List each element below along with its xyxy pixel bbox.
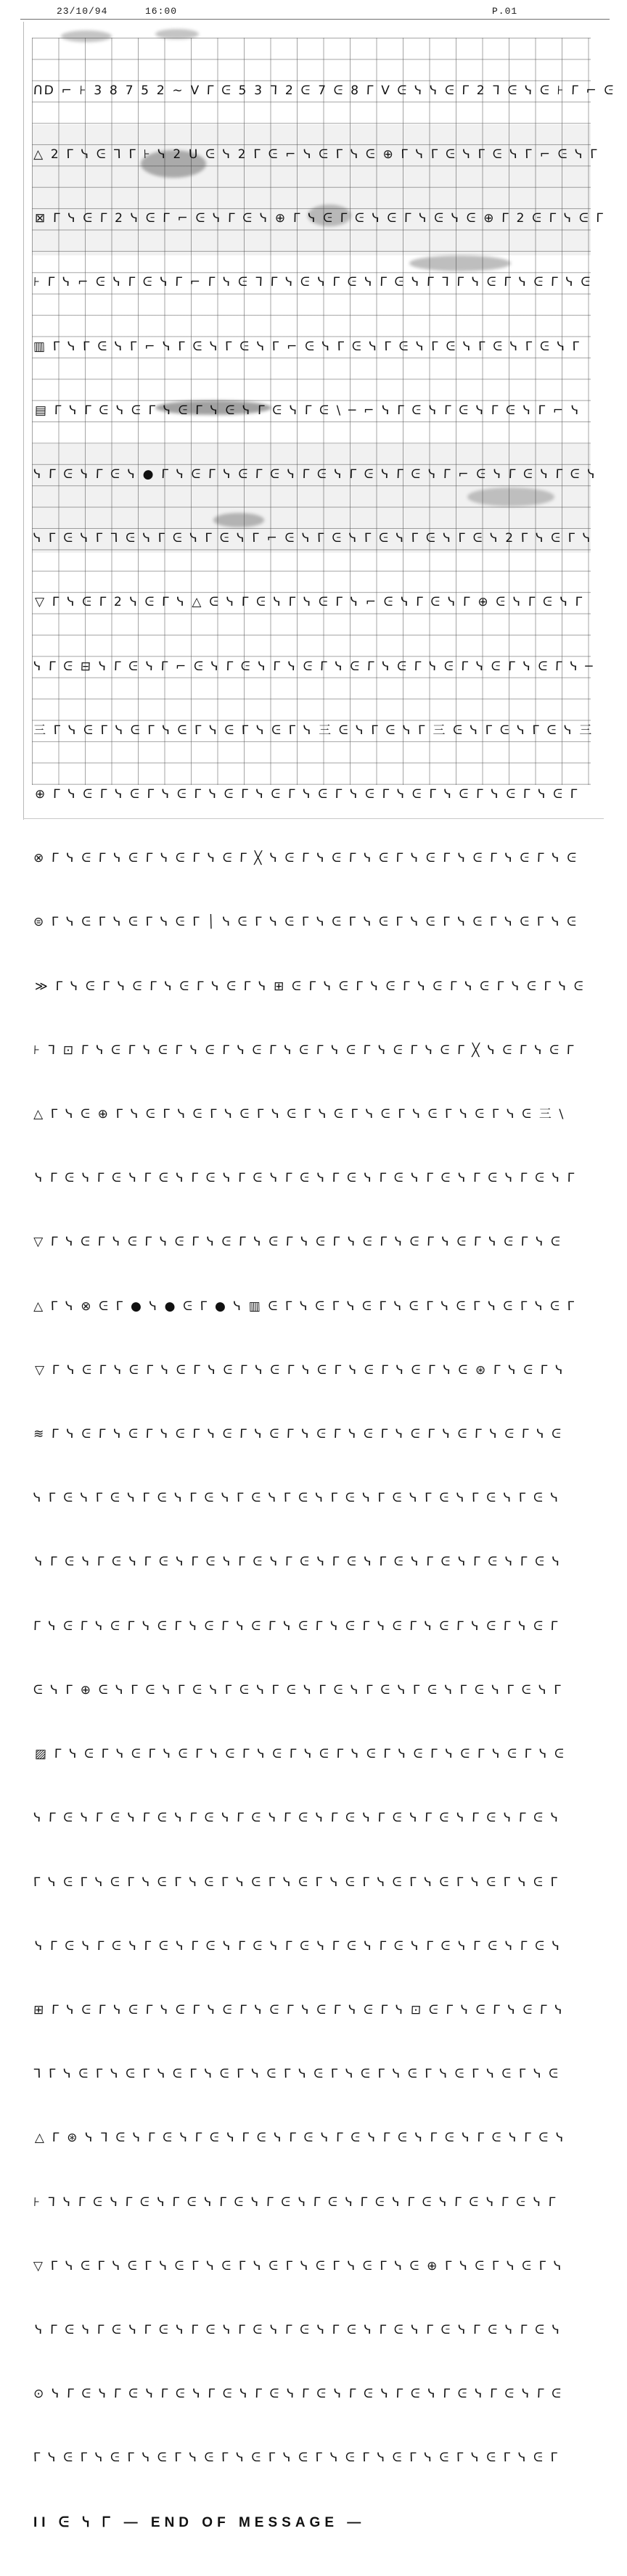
hand-line: ᓭ ᒥ ᕮ ᓭ ᒥ ᕮ ᓭ ᒥ ᕮ ᓭ ᒥ ᕮ ᓭ ᒥ ᕮ ᓭ ᒥ ᕮ ᓭ ᒥ ᕮ ᓭ ᒥ ᕮ ᓭ ᒥ ᕮ ᓭ ᒥ ᕮ ᓭ ᒥ ᕮ ᓭ ᒥ [34,1171,576,1186]
hand-line: ▽ ᒥ ᓭ ᕮ ᒥ ᓭ ᕮ ᒥ ᓭ ᕮ ᒥ ᓭ ᕮ ᒥ ᓭ ᕮ ᒥ ᓭ ᕮ ᒥ ᓭ ᕮ ᒥ ᓭ ᕮ ᒥ ᓭ ᕮ ⊛ ᒥ ᓭ ᕮ ᒥ ᓭ [34,1362,565,1378]
hand-line: ᒥ ᓭ ᕮ ᒥ ᓭ ᕮ ᒥ ᓭ ᕮ ᒥ ᓭ ᕮ ᒥ ᓭ ᕮ ᒥ ᓭ ᕮ ᒥ ᓭ ᕮ ᒥ ᓭ ᕮ ᒥ ᓭ ᕮ ᒥ ᓭ ᕮ ᒥ ᓭ ᕮ ᒥ [33,1875,560,1890]
handwritten-message [32,38,615,2530]
hand-line: ≫ ᒥ ᓭ ᕮ ᒥ ᓭ ᕮ ᒥ ᓭ ᕮ ᒥ ᓭ ᕮ ᒥ ᓭ ⊞ ᕮ ᒥ ᓭ ᕮ ᒥ ᓭ ᕮ ᒥ ᓭ ᕮ ᒥ ᓭ ᕮ ᒥ ᓭ ᕮ ᒥ ᓭ ᕮ [34,979,585,994]
hand-line: ▨ ᒥ ᓭ ᕮ ᒥ ᓭ ᕮ ᒥ ᓭ ᕮ ᒥ ᓭ ᕮ ᒥ ᓭ ᕮ ᒥ ᓭ ᕮ ᒥ ᓭ ᕮ ᒥ ᓭ ᕮ ᒥ ᓭ ᕮ ᒥ ᓭ ᕮ ᒥ ᓭ ᕮ [34,1747,566,1762]
hand-line: ≋ ᒥ ᓭ ᕮ ᒥ ᓭ ᕮ ᒥ ᓭ ᕮ ᒥ ᓭ ᕮ ᒥ ᓭ ᕮ ᒥ ᓭ ᕮ ᒥ ᓭ ᕮ ᒥ ᓭ ᕮ ᒥ ᓭ ᕮ ᒥ ᓭ ᕮ ᒥ ᓭ ᕮ [33,1427,563,1442]
fax-date: 23/10/94 [57,6,108,17]
hand-line: ᒥ ᓭ ᕮ ᒥ ᓭ ᕮ ᒥ ᓭ ᕮ ᒥ ᓭ ᕮ ᒥ ᓭ ᕮ ᒥ ᓭ ᕮ ᒥ ᓭ ᕮ ᒥ ᓭ ᕮ ᒥ ᓭ ᕮ ᒥ ᓭ ᕮ ᒥ ᓭ ᕮ ᒥ [33,2451,560,2466]
hand-line: ⊦ ᒣ ⊡ ᒥ ᓭ ᕮ ᒥ ᓭ ᕮ ᒥ ᓭ ᕮ ᒥ ᓭ ᕮ ᒥ ᓭ ᕮ ᒥ ᓭ ᕮ ᒥ ᓭ ᕮ ᒥ ᓭ ᕮ ᒥ ╳ ᓭ ᕮ ᒥ ᓭ ᕮ ᒥ [33,1042,575,1058]
hand-line: ᒥ ᓭ ᕮ ᒥ ᓭ ᕮ ᒥ ᓭ ᕮ ᒥ ᓭ ᕮ ᒥ ᓭ ᕮ ᒥ ᓭ ᕮ ᒥ ᓭ ᕮ ᒥ ᓭ ᕮ ᒥ ᓭ ᕮ ᒥ ᓭ ᕮ ᒥ ᓭ ᕮ ᒥ [33,1618,560,1634]
hand-line: △ ᒥ ⊛ ᓭ ᒣ ᕮ ᓭ ᒥ ᕮ ᓭ ᒥ ᕮ ᓭ ᒥ ᕮ ᓭ ᒥ ᕮ ᓭ ᒥ ᕮ ᓭ ᒥ ᕮ ᓭ ᒥ ᕮ ᓭ ᒥ ᕮ ᓭ ᒥ ᕮ ᓭ [34,2131,565,2146]
hand-line: 三 ᒥ ᓭ ᕮ ᒥ ᓭ ᕮ ᒥ ᓭ ᕮ ᒥ ᓭ ᕮ ᒥ ᓭ ᕮ ᒥ ᓭ 三 ᕮ ᓭ ᒥ ᕮ ᓭ ᒥ 三 ᕮ ᓭ ᒥ ᕮ ᓭ ᒥ ᕮ ᓭ 三 [33,723,594,738]
hand-line: ⊠ ᒥ ᓭ ᕮ ᒥ 2 ᓭ ᕮ ᒥ ⌐ ᕮ ᓭ ᒥ ᕮ ᓭ ⊕ ᒥ ᓭ ᕮ ᒥ ᕮ ᓭ ᕮ ᒥ ᓭ ᕮ ᓭ ᕮ ⊕ ᒥ 2 ᕮ ᒥ ᓭ ᕮ ᒥ [34,211,605,226]
end-of-message-line: II ᕮ ᓭ ᒥ — END OF MESSAGE — [33,2514,366,2530]
hand-line: ᕮ ᓭ ᒥ ⊕ ᕮ ᓭ ᒥ ᕮ ᓭ ᒥ ᕮ ᓭ ᒥ ᕮ ᓭ ᒥ ᕮ ᓭ ᒥ ᕮ ᓭ ᒥ ᕮ ᓭ ᒥ ᕮ ᓭ ᒥ ᕮ ᓭ ᒥ ᕮ ᓭ ᒥ [33,1682,563,1698]
hand-line: ▽ ᒥ ᓭ ᕮ ᒥ ᓭ ᕮ ᒥ ᓭ ᕮ ᒥ ᓭ ᕮ ᒥ ᓭ ᕮ ᒥ ᓭ ᕮ ᒥ ᓭ ᕮ ᒥ ᓭ ᕮ ⊕ ᒥ ᓭ ᕮ ᒥ ᓭ ᕮ ᒥ ᓭ [33,2258,563,2273]
graph-paper-block [32,38,615,2530]
fax-page-number: P.01 [492,6,518,17]
hand-line: ⊜ ᒥ ᓭ ᕮ ᒥ ᓭ ᕮ ᒥ ᓭ ᕮ ᒥ │ ᓭ ᕮ ᒥ ᓭ ᕮ ᒥ ᓭ ᕮ ᒥ ᓭ ᕮ ᒥ ᓭ ᕮ ᒥ ᓭ ᕮ ᒥ ᓭ ᕮ ᒥ ᓭ ᕮ [33,915,578,930]
hand-line: △ 2 ᒥ ᓭ ᕮ ᒣ ᒥ ⊦ ᓭ 2 ᑌ ᕮ ᓭ 2 ᒥ ᕮ ⌐ ᓭ ᕮ ᒥ ᓭ ᕮ ⊕ ᒥ ᓭ ᒥ ᕮ ᓭ ᒥ ᕮ ᓭ ᒥ ⌐ ᕮ ᓭ ᒥ [33,147,599,162]
hand-line: ⊕ ᒥ ᓭ ᕮ ᒥ ᓭ ᕮ ᒥ ᓭ ᕮ ᒥ ᓭ ᕮ ᒥ ᓭ ᕮ ᒥ ᓭ ᕮ ᒥ ᓭ ᕮ ᒥ ᓭ ᕮ ᒥ ᓭ ᕮ ᒥ ᓭ ᕮ ᒥ ᓭ ᕮ ᒥ [34,787,579,802]
hand-line: ᓭ ᒥ ᕮ ᓭ ᒥ ᕮ ᓭ ● ᒥ ᓭ ᕮ ᒥ ᓭ ᕮ ᒥ ᕮ ᓭ ᒥ ᕮ ᓭ ᒥ ᕮ ᓭ ᒥ ᕮ ᓭ ᒥ ⌐ ᕮ ᓭ ᒥ ᕮ ᓭ ᒥ ᕮ ᓭ [33,467,597,482]
hand-line: ᓭ ᒥ ᕮ ᓭ ᒥ ᕮ ᓭ ᒥ ᕮ ᓭ ᒥ ᕮ ᓭ ᒥ ᕮ ᓭ ᒥ ᕮ ᓭ ᒥ ᕮ ᓭ ᒥ ᕮ ᓭ ᒥ ᕮ ᓭ ᒥ ᕮ ᓭ ᒥ ᕮ ᓭ [33,1491,560,1506]
hand-line: ᓭ ᒥ ᕮ ᓭ ᒥ ᕮ ᓭ ᒥ ᕮ ᓭ ᒥ ᕮ ᓭ ᒥ ᕮ ᓭ ᒥ ᕮ ᓭ ᒥ ᕮ ᓭ ᒥ ᕮ ᓭ ᒥ ᕮ ᓭ ᒥ ᕮ ᓭ ᒥ ᕮ ᓭ [34,1938,562,1954]
hand-line: ᓭ ᒥ ᕮ ᓭ ᒥ ᒣ ᕮ ᓭ ᒥ ᕮ ᓭ ᒥ ᕮ ᓭ ᒥ ⌐ ᕮ ᓭ ᒥ ᕮ ᓭ ᒥ ᕮ ᓭ ᒥ ᕮ ᓭ ᒥ ᕮ ᓭ 2 ᒥ ᓭ ᕮ ᒥ ᓭ [33,531,592,546]
hand-line: ▥ ᒥ ᓭ ᒥ ᕮ ᓭ ᒥ ⌐ ᓭ ᒥ ᕮ ᓭ ᒥ ᕮ ᓭ ᒥ ⌐ ᕮ ᓭ ᒥ ᕮ ᓭ ᒥ ᕮ ᓭ ᒥ ᕮ ᓭ ᒥ ᕮ ᓭ ᒥ ᕮ ᓭ ᒥ [33,339,581,354]
hand-line: ⊦ ᒣ ᓭ ᒥ ᕮ ᓭ ᒥ ᕮ ᓭ ᒥ ᕮ ᓭ ᒥ ᕮ ᓭ ᒥ ᕮ ᓭ ᒥ ᕮ ᓭ ᒥ ᕮ ᓭ ᒥ ᕮ ᓭ ᒥ ᕮ ᓭ ᒥ ᕮ ᓭ ᒥ [33,2194,557,2210]
header-divider [20,19,610,20]
fax-time: 16:00 [145,6,178,17]
hand-line: ᓭ ᒥ ᕮ ⊟ ᓭ ᒥ ᕮ ᓭ ᒥ ⌐ ᕮ ᓭ ᒥ ᕮ ᓭ ᒥ ᓭ ᕮ ᒥ ᓭ ᕮ ᒥ ᓭ ᕮ ᒥ ᓭ ᕮ ᒥ ᓭ ᕮ ᒥ ᓭ ᕮ ᒥ ᓭ ─ [33,659,595,674]
fax-header [0,6,627,19]
hand-line: △ ᒥ ᓭ ᕮ ⊕ ᒥ ᓭ ᕮ ᒥ ᓭ ᕮ ᒥ ᓭ ᕮ ᒥ ᓭ ᕮ ᒥ ᓭ ᕮ ᒥ ᓭ ᕮ ᒥ ᓭ ᕮ ᒥ ᓭ ᕮ ᒥ ᓭ ᕮ 三 \ [33,1107,565,1122]
page-edge-left [23,22,24,820]
hand-line: ᓭ ᒥ ᕮ ᓭ ᒥ ᕮ ᓭ ᒥ ᕮ ᓭ ᒥ ᕮ ᓭ ᒥ ᕮ ᓭ ᒥ ᕮ ᓭ ᒥ ᕮ ᓭ ᒥ ᕮ ᓭ ᒥ ᕮ ᓭ ᒥ ᕮ ᓭ ᒥ ᕮ ᓭ [34,2322,562,2337]
hand-line: ᑎD ⌐ ⊦ 3 8 7 5 2 ~ V ᒥ ᕮ 5 3 ᒣ 2 ᕮ 7 ᕮ 8 ᒥ V ᕮ ᓭ ᓭ ᕮ ᒥ 2 ᒣ ᕮ ᓭ ᕮ ⊦ ᒥ ⌐ ᕮ [33,83,615,98]
hand-line: ᒣ ᒥ ᓭ ᕮ ᒥ ᓭ ᕮ ᒥ ᓭ ᕮ ᒥ ᓭ ᕮ ᒥ ᓭ ᕮ ᒥ ᓭ ᕮ ᒥ ᓭ ᕮ ᒥ ᓭ ᕮ ᒥ ᓭ ᕮ ᒥ ᓭ ᕮ ᒥ ᓭ ᕮ [33,2067,560,2082]
hand-line: ▽ ᒥ ᓭ ᕮ ᒥ 2 ᓭ ᕮ ᒥ ᓭ △ ᕮ ᓭ ᒥ ᕮ ᓭ ᒥ ᓭ ᕮ ᒥ ᓭ ⌐ ᕮ ᓭ ᒥ ᕮ ᓭ ᒥ ⊕ ᕮ ᓭ ᒥ ᕮ ᓭ ᒥ [34,595,584,610]
hand-line: ⊙ ᓭ ᒥ ᕮ ᓭ ᒥ ᕮ ᓭ ᒥ ᕮ ᓭ ᒥ ᕮ ᓭ ᒥ ᕮ ᓭ ᒥ ᕮ ᓭ ᒥ ᕮ ᓭ ᒥ ᕮ ᓭ ᒥ ᕮ ᓭ ᒥ ᕮ ᓭ ᒥ ᕮ [33,2387,563,2402]
hand-line: ᓭ ᒥ ᕮ ᓭ ᒥ ᕮ ᓭ ᒥ ᕮ ᓭ ᒥ ᕮ ᓭ ᒥ ᕮ ᓭ ᒥ ᕮ ᓭ ᒥ ᕮ ᓭ ᒥ ᕮ ᓭ ᒥ ᕮ ᓭ ᒥ ᕮ ᓭ ᒥ ᕮ ᓭ [33,1811,560,1826]
hand-line: ▽ ᒥ ᓭ ᕮ ᒥ ᓭ ᕮ ᒥ ᓭ ᕮ ᒥ ᓭ ᕮ ᒥ ᓭ ᕮ ᒥ ᓭ ᕮ ᒥ ᓭ ᕮ ᒥ ᓭ ᕮ ᒥ ᓭ ᕮ ᒥ ᓭ ᕮ ᒥ ᓭ ᕮ [33,1235,562,1250]
hand-line: △ ᒥ ᓭ ⊗ ᕮ ᒥ ● ᓭ ● ᕮ ᒥ ● ᓭ ▥ ᕮ ᒥ ᓭ ᕮ ᒥ ᓭ ᕮ ᒥ ᓭ ᕮ ᒥ ᓭ ᕮ ᒥ ᓭ ᕮ ᒥ ᓭ ᕮ ᒥ [33,1299,576,1314]
hand-line: ⊞ ᒥ ᓭ ᕮ ᒥ ᓭ ᕮ ᒥ ᓭ ᕮ ᒥ ᓭ ᕮ ᒥ ᓭ ᕮ ᒥ ᓭ ᕮ ᒥ ᓭ ᕮ ᒥ ᓭ ⊡ ᕮ ᒥ ᓭ ᕮ ᒥ ᓭ ᕮ ᒥ ᓭ [33,2002,565,2017]
hand-line: ▤ ᒥ ᓭ ᒥ ᕮ ᓭ ᕮ ᒥ ᓭ ᕮ ᒥ ᓭ ᕮ ᓭ ᒥ ᕮ ᓭ ᒥ ᕮ \ ─ ⌐ ᓭ ᒥ ᕮ ᓭ ᒥ ᕮ ᓭ ᒥ ᕮ ᓭ ᒥ ⌐ ᓭ [34,403,581,418]
hand-line: ⊦ ᒥ ᓭ ⌐ ᕮ ᓭ ᒥ ᕮ ᓭ ᒥ ⌐ ᒥ ᓭ ᕮ ᒣ ᒥ ᓭ ᕮ ᓭ ᒥ ᕮ ᓭ ᒥ ᕮ ᓭ ᒥ ᒣ ᒥ ᓭ ᕮ ᒥ ᓭ ᕮ ᒥ ᓭ ᕮ [33,275,592,290]
hand-line: ᓭ ᒥ ᕮ ᓭ ᒥ ᕮ ᓭ ᒥ ᕮ ᓭ ᒥ ᕮ ᓭ ᒥ ᕮ ᓭ ᒥ ᕮ ᓭ ᒥ ᕮ ᓭ ᒥ ᕮ ᓭ ᒥ ᕮ ᓭ ᒥ ᕮ ᓭ ᒥ ᕮ ᓭ [34,1555,562,1570]
hand-line: ⊗ ᒥ ᓭ ᕮ ᒥ ᓭ ᕮ ᒥ ᓭ ᕮ ᒥ ᓭ ᕮ ᒥ ╳ ᓭ ᕮ ᒥ ᓭ ᕮ ᒥ ᓭ ᕮ ᒥ ᓭ ᕮ ᒥ ᓭ ᕮ ᒥ ᓭ ᕮ ᒥ ᓭ ᕮ [33,851,578,866]
